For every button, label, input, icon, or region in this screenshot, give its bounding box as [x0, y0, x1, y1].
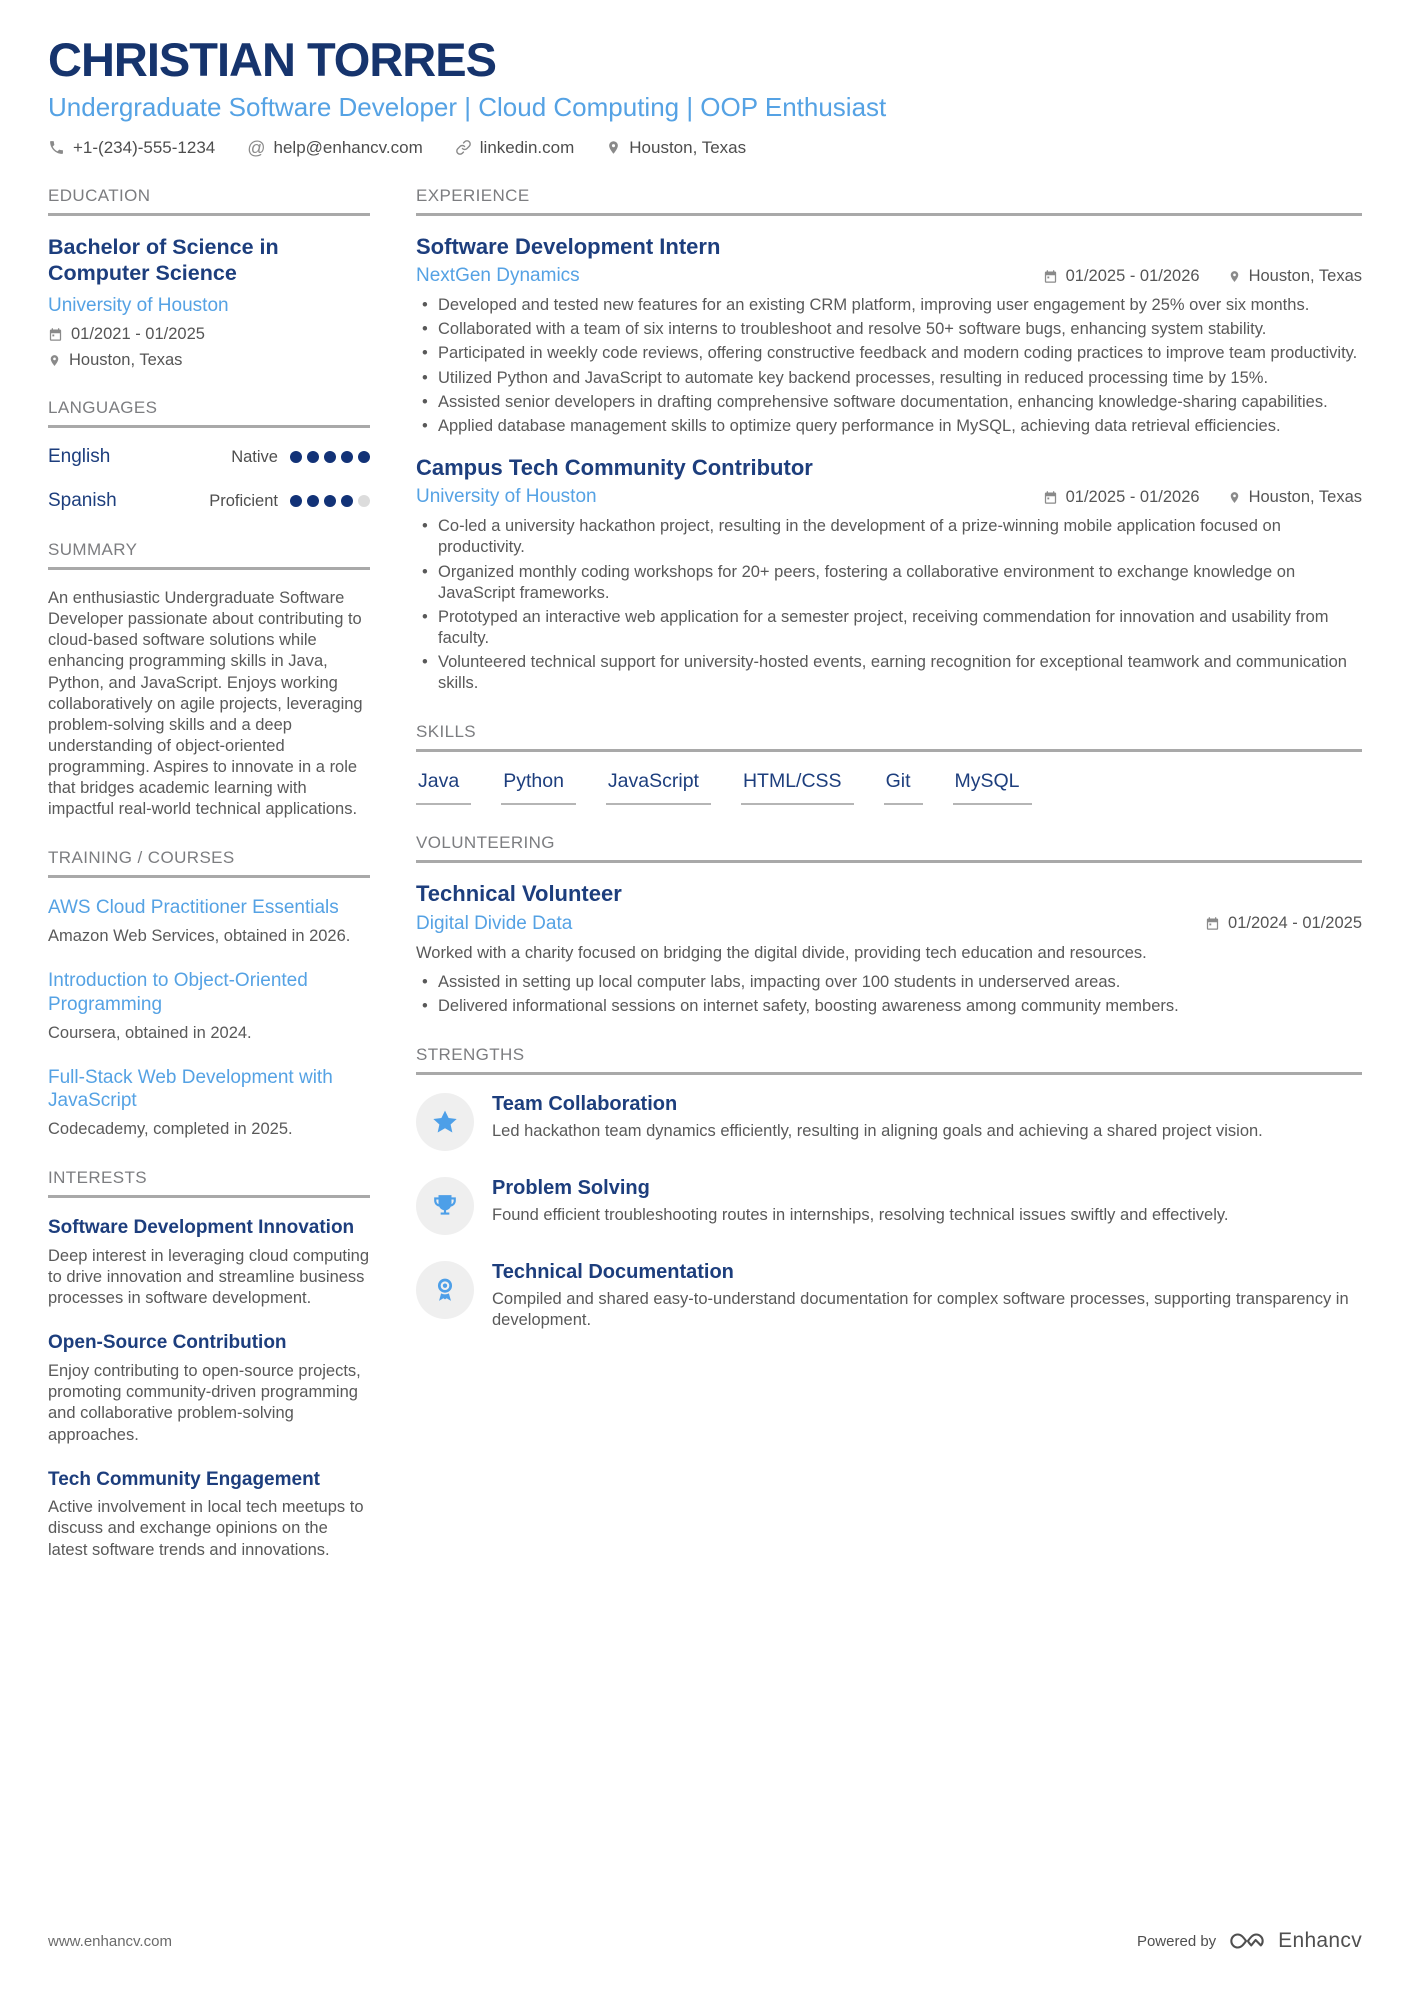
footer	[48, 1929, 1362, 1953]
at-icon: @	[247, 137, 266, 158]
interest-title: Open-Source Contribution	[48, 1332, 287, 1354]
job-title: Campus Tech Community Contributor	[416, 454, 813, 480]
languages-heading: LANGUAGES	[48, 398, 370, 428]
language-proficiency-dots	[290, 451, 370, 463]
education-heading: EDUCATION	[48, 186, 370, 216]
bullet: • Participated in weekly code reviews, offering constructive feedback and modern coding practices to improve team productivity.	[438, 343, 1362, 364]
contact-email-text[interactable]: help@enhancv.com	[273, 137, 423, 157]
experience-entry	[416, 455, 1362, 694]
section-languages	[48, 398, 370, 512]
contact-phone	[48, 138, 215, 158]
location-icon	[1228, 269, 1241, 284]
language-proficiency-dots	[290, 495, 370, 507]
skill-tag: MySQL	[953, 770, 1032, 805]
contact-row	[48, 138, 1362, 158]
strength-item	[416, 1177, 1362, 1235]
course-title: Introduction to Object-Oriented Programming	[48, 970, 308, 1015]
skill-tag: HTML/CSS	[741, 770, 854, 805]
calendar-icon	[1043, 490, 1058, 505]
job-location	[1228, 488, 1362, 507]
job-location-text: Houston, Texas	[1248, 266, 1362, 285]
interest-desc: Active involvement in local tech meetups to discuss and exchange opinions on the latest software trends and innovations.	[48, 1498, 364, 1559]
strength-desc: Compiled and shared easy-to-understand documentation for complex software processes, supporting transparency in development.	[492, 1289, 1349, 1330]
strength-title: Problem Solving	[492, 1176, 650, 1199]
enhancv-logo-icon	[1226, 1930, 1268, 1952]
experience-heading: EXPERIENCE	[416, 186, 1362, 216]
skill-tag: JavaScript	[606, 770, 711, 805]
interest-item	[48, 1331, 370, 1445]
location-icon	[606, 139, 621, 156]
education-date-text: 01/2021 - 01/2025	[71, 325, 205, 344]
section-experience	[416, 186, 1362, 694]
language-name: Spanish	[48, 490, 117, 512]
strength-desc: Found efficient troubleshooting routes in internships, resolving technical issues swiftly and effectively.	[492, 1205, 1229, 1224]
interest-title: Software Development Innovation	[48, 1217, 355, 1239]
contact-linkedin-text[interactable]: linkedin.com	[479, 137, 575, 157]
bullet: • Volunteered technical support for university-hosted events, earning recognition for exceptional teamwork and communication skills.	[438, 652, 1362, 694]
strength-item	[416, 1093, 1362, 1151]
job-bullets	[416, 295, 1362, 437]
bullet: • Delivered informational sessions on internet safety, boosting awareness among community members.	[438, 996, 1362, 1017]
volunteer-org[interactable]: Digital Divide Data	[416, 912, 573, 934]
phone-icon	[48, 139, 65, 156]
job-date	[1043, 488, 1200, 507]
course-desc: Codecademy, completed in 2025.	[48, 1120, 293, 1139]
medal-icon	[416, 1261, 474, 1319]
skills-heading: SKILLS	[416, 722, 1362, 752]
trophy-icon	[416, 1177, 474, 1235]
strength-item	[416, 1261, 1362, 1331]
job-title: Software Development Intern	[416, 233, 721, 259]
bullet: • Developed and tested new features for an existing CRM platform, improving user engagement by 25% over six months.	[438, 295, 1362, 316]
volunteer-date-text: 01/2024 - 01/2025	[1228, 914, 1362, 933]
bullet: • Utilized Python and JavaScript to automate key backend processes, resulting in reduced processing time by 15%.	[438, 368, 1362, 389]
job-company[interactable]: NextGen Dynamics	[416, 265, 580, 287]
summary-heading: SUMMARY	[48, 540, 370, 570]
course-title: Full-Stack Web Development with JavaScript	[48, 1066, 333, 1112]
interest-desc: Deep interest in leveraging cloud computing to drive innovation and streamline business processes in software development.	[48, 1247, 370, 1308]
skill-tag: Git	[884, 770, 923, 805]
job-bullets	[416, 516, 1362, 694]
job-date-text: 01/2025 - 01/2026	[1065, 266, 1200, 285]
calendar-icon	[1205, 916, 1220, 931]
location-icon	[48, 353, 61, 368]
section-strengths	[416, 1045, 1362, 1331]
section-summary	[48, 540, 370, 820]
section-skills	[416, 722, 1362, 805]
contact-phone-text: +1-(234)-555-1234	[73, 137, 216, 157]
education-location	[48, 351, 370, 370]
bullet: • Organized monthly coding workshops for 20+ peers, fostering a collaborative environment to exchange knowledge on JavaScript frameworks.	[438, 562, 1362, 604]
right-column	[416, 186, 1362, 1589]
contact-email[interactable]	[247, 138, 423, 158]
footer-site-link[interactable]: www.enhancv.com	[48, 1932, 172, 1950]
volunteer-bullets	[416, 972, 1362, 1017]
language-name: English	[48, 446, 111, 468]
section-volunteering	[416, 833, 1362, 1017]
interest-item	[48, 1216, 370, 1309]
interests-heading: INTERESTS	[48, 1168, 370, 1198]
section-education	[48, 186, 370, 370]
star-icon	[416, 1093, 474, 1151]
strength-title: Team Collaboration	[492, 1092, 678, 1115]
left-column	[48, 186, 370, 1589]
volunteer-date	[1205, 914, 1362, 933]
job-date-text: 01/2025 - 01/2026	[1065, 487, 1200, 506]
section-courses	[48, 848, 370, 1140]
calendar-icon	[48, 327, 63, 342]
bullet: • Applied database management skills to optimize query performance in MySQL, achieving data retrieval efficiencies.	[438, 416, 1362, 437]
language-level: Native	[231, 447, 278, 466]
interest-title: Tech Community Engagement	[48, 1468, 321, 1490]
job-location-text: Houston, Texas	[1248, 487, 1362, 506]
course-item	[48, 969, 370, 1044]
education-location-text: Houston, Texas	[69, 351, 183, 370]
contact-location	[606, 138, 746, 158]
bullet: • Assisted in setting up local computer labs, impacting over 100 students in underserved areas.	[438, 972, 1362, 993]
skills-row	[416, 770, 1362, 805]
volunteer-role: Technical Volunteer	[416, 881, 622, 907]
person-headline: Undergraduate Software Developer | Cloud Computing | OOP Enthusiast	[48, 91, 887, 122]
link-icon	[455, 139, 472, 156]
skill-tag: Python	[501, 770, 576, 805]
course-item	[48, 1066, 370, 1141]
language-row	[48, 446, 370, 468]
education-degree: Bachelor of Science in Computer Science	[48, 234, 279, 286]
course-item	[48, 896, 370, 947]
strength-desc: Led hackathon team dynamics efficiently, resulting in aligning goals and achieving a shared project vision.	[492, 1121, 1263, 1140]
course-desc: Coursera, obtained in 2024.	[48, 1023, 252, 1042]
skill-tag: Java	[416, 770, 471, 805]
courses-heading: TRAINING / COURSES	[48, 848, 370, 878]
location-icon	[1228, 490, 1241, 505]
course-title: AWS Cloud Practitioner Essentials	[48, 897, 339, 919]
contact-linkedin[interactable]	[455, 138, 575, 158]
calendar-icon	[1043, 269, 1058, 284]
header	[48, 33, 1362, 158]
volunteering-heading: VOLUNTEERING	[416, 833, 1362, 863]
strength-title: Technical Documentation	[492, 1260, 734, 1283]
experience-entry	[416, 234, 1362, 437]
interest-item	[48, 1468, 370, 1561]
section-interests	[48, 1168, 370, 1560]
bullet: • Co-led a university hackathon project, resulting in the development of a prize-winning mobile application focused on productivity.	[438, 516, 1362, 558]
bullet: • Prototyped an interactive web application for a semester project, receiving commendation for innovation and usability from faculty.	[438, 607, 1362, 649]
language-level: Proficient	[209, 491, 278, 510]
footer-branding[interactable]	[1137, 1929, 1362, 1953]
bullet: • Assisted senior developers in drafting comprehensive software documentation, enhancing knowledge-sharing capabilities.	[438, 392, 1362, 413]
enhancv-wordmark: Enhancv	[1278, 1929, 1362, 1952]
content-columns	[48, 186, 1362, 1589]
interest-desc: Enjoy contributing to open-source projects, promoting community-driven programming and collaborative problem-solving approaches.	[48, 1362, 361, 1444]
education-school[interactable]: University of Houston	[48, 295, 229, 317]
powered-by-label: Powered by	[1136, 1932, 1217, 1950]
person-name: CHRISTIAN TORRES	[48, 33, 496, 86]
language-row	[48, 490, 370, 512]
contact-location-text: Houston, Texas	[629, 137, 747, 157]
job-company[interactable]: University of Houston	[416, 486, 597, 508]
course-desc: Amazon Web Services, obtained in 2026.	[48, 927, 351, 946]
summary-text: An enthusiastic Undergraduate Software Developer passionate about contributing to cloud-based software solutions while enhancing programming skills in Java, Python, and JavaScript. Enjoys working collaboratively on agile projects, leveraging problem-solving skills and a deep understanding of object-oriented programming. Aspires to innovate in a role that bridges academic learning with impactful real-world technical applications.	[48, 589, 363, 819]
volunteer-summary: Worked with a charity focused on bridging the digital divide, providing tech education and resources.	[416, 943, 1147, 962]
strengths-heading: STRENGTHS	[416, 1045, 1362, 1075]
job-location	[1228, 267, 1362, 286]
education-date	[48, 325, 370, 344]
job-date	[1043, 267, 1200, 286]
bullet: • Collaborated with a team of six interns to troubleshoot and resolve 50+ software bugs, enhancing system stability.	[438, 319, 1362, 340]
